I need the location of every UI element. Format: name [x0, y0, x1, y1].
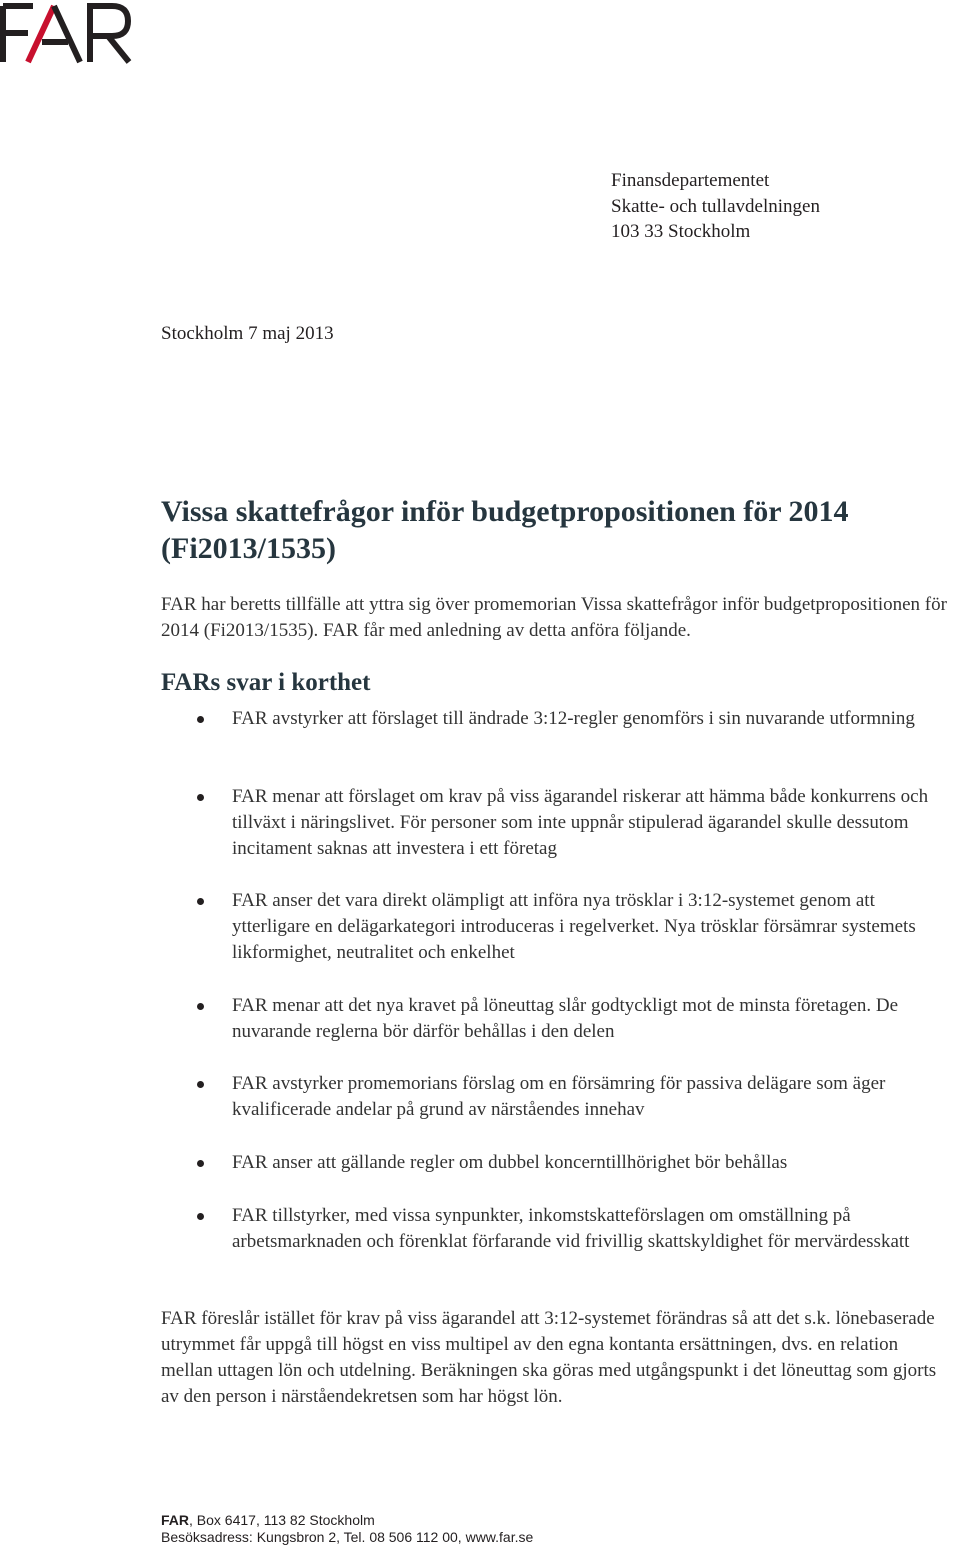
bullet-icon: [197, 1003, 204, 1010]
list-item: [232, 784, 952, 862]
list-item: [232, 706, 952, 732]
list-item: [232, 888, 952, 966]
document-title: Vissa skattefrågor inför budgetpropositionen för 2014 (Fi2013/1535): [161, 495, 849, 565]
list-item: [232, 1203, 952, 1255]
list-item-text: FAR menar att det nya kravet på löneuttag slår godtyckligt mot de minsta företagen. De nuvarande reglerna bör därför behållas i den delen: [232, 995, 899, 1042]
list-item-text: FAR anser att gällande regler om dubbel koncerntillhörighet bör behållas: [232, 1152, 788, 1173]
list-item-text: FAR avstyrker promemorians förslag om en försämring för passiva delägare som äger kvalificerade andelar på grund av närståendes innehav: [232, 1073, 886, 1120]
recipient-address: [611, 168, 820, 245]
far-logo: [0, 0, 132, 68]
bullet-icon: [197, 898, 204, 905]
footer-line-2: [161, 1529, 533, 1546]
bullet-icon: [197, 716, 204, 723]
recipient-line-2: Skatte- och tullavdelningen: [611, 195, 820, 217]
bullet-icon: [197, 1213, 204, 1220]
footer-org: FAR: [161, 1512, 189, 1528]
bullet-icon: [197, 794, 204, 801]
letter-date: Stockholm 7 maj 2013: [161, 323, 334, 344]
list-item: [232, 993, 952, 1045]
footer-visit-label: Besöksadress:: [161, 1529, 253, 1545]
list-item: [232, 1150, 952, 1176]
recipient-line-1: Finansdepartementet: [611, 170, 770, 191]
bullet-icon: [197, 1160, 204, 1167]
list-item-text: FAR menar att förslaget om krav på viss ägarandel riskerar att hämma både konkurrens och tillväxt i näringslivet. För personer som inte uppnår stipulerad ägarandel skulle dessutom incitament saknas att investera i ett företag: [232, 786, 929, 859]
list-item-text: FAR avstyrker att förslaget till ändrade 3:12-regler genomförs i sin nuvarande utformning: [232, 708, 915, 729]
intro-paragraph: FAR har beretts tillfälle att yttra sig över promemorian Vissa skattefrågor inför budgetpropositionen för 2014 (Fi2013/1535). FAR får med anledning av detta anföra följande.: [161, 594, 947, 641]
bullet-icon: [197, 1081, 204, 1088]
letter-footer: [161, 1512, 533, 1546]
footer-visit-address: Kungsbron 2, Tel. 08 506 112 00, www.far.se: [252, 1529, 534, 1545]
list-item-text: FAR anser det vara direkt olämpligt att införa nya trösklar i 3:12-systemet genom att ytterligare en delägarkategori introduceras i regelverket. Nya trösklar försämrar systemets likformighet, neutralitet och enkelhet: [232, 890, 916, 963]
list-item: [232, 1071, 952, 1123]
footer-line-1: [161, 1512, 533, 1529]
list-item-text: FAR tillstyrker, med vissa synpunkter, inkomstskatteförslagen om omställning på arbetsmarknaden och förenklat förfarande vid frivillig skattskyldighet för mervärdesskatt: [232, 1205, 910, 1252]
footer-postal-address: , Box 6417, 113 82 Stockholm: [189, 1512, 375, 1528]
closing-paragraph: FAR föreslår istället för krav på viss ägarandel att 3:12-systemet förändras så att det s.k. lönebaserade utrymmet får uppgå till högst en viss multipel av den egna kontanta ersättningen, dvs. en relation mellan uttagen lön och utdelning. Beräkningen ska göras med utgångspunkt i det löneuttag som gjorts av den person i närståendekretsen som har högst lön.: [161, 1308, 937, 1407]
summary-heading: FARs svar i korthet: [161, 669, 371, 696]
recipient-line-3: 103 33 Stockholm: [611, 221, 751, 242]
